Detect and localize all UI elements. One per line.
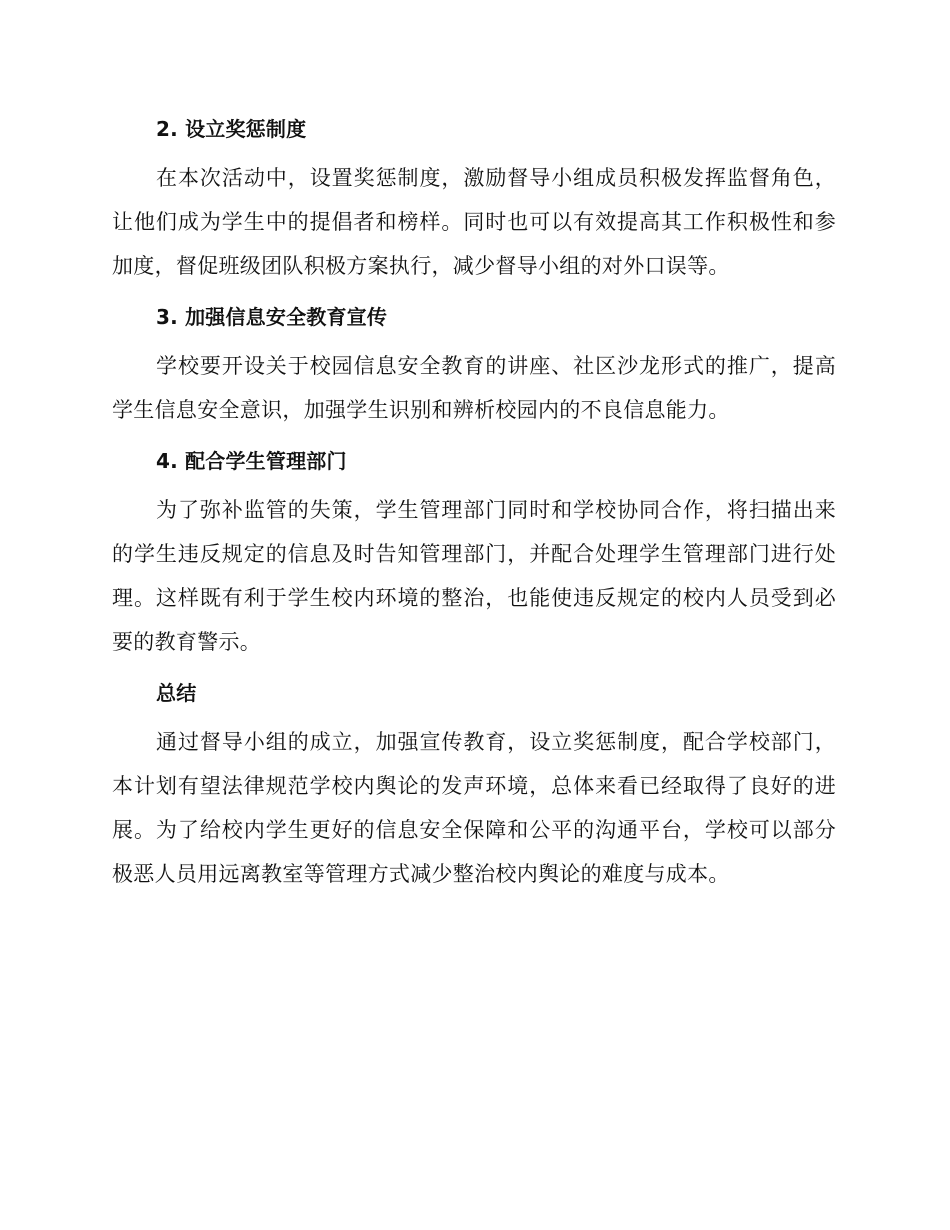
section-info-security-education (112, 300, 836, 432)
section-paragraph: 学校要开设关于校园信息安全教育的讲座、社区沙龙形式的推广，提高学生信息安全意识，加强学生识别和辨析校园内的不良信息能力。 (112, 354, 836, 422)
section-heading: 4. 配合学生管理部门 (156, 449, 347, 473)
document-page (112, 112, 836, 908)
section-reward-punishment (112, 112, 836, 288)
section-student-management (112, 444, 836, 664)
section-heading: 总结 (156, 681, 197, 705)
section-heading: 3. 加强信息安全教育宣传 (156, 305, 388, 329)
section-paragraph: 为了弥补监管的失策，学生管理部门同时和学校协同合作，将扫描出来的学生违反规定的信息及时告知管理部门，并配合处理学生管理部门进行处理。这样既有利于学生校内环境的整治，也能使违反规定的校内人员受到必要的教育警示。 (112, 498, 836, 654)
section-heading: 2. 设立奖惩制度 (156, 117, 307, 141)
section-paragraph: 在本次活动中，设置奖惩制度，激励督导小组成员积极发挥监督角色，让他们成为学生中的提倡者和榜样。同时也可以有效提高其工作积极性和参加度，督促班级团队积极方案执行，减少督导小组的对外口误等。 (112, 166, 836, 278)
section-summary (112, 676, 836, 896)
section-paragraph: 通过督导小组的成立，加强宣传教育，设立奖惩制度，配合学校部门，本计划有望法律规范学校内舆论的发声环境，总体来看已经取得了良好的进展。为了给校内学生更好的信息安全保障和公平的沟通平台，学校可以部分极恶人员用远离教室等管理方式减少整治校内舆论的难度与成本。 (112, 730, 836, 886)
